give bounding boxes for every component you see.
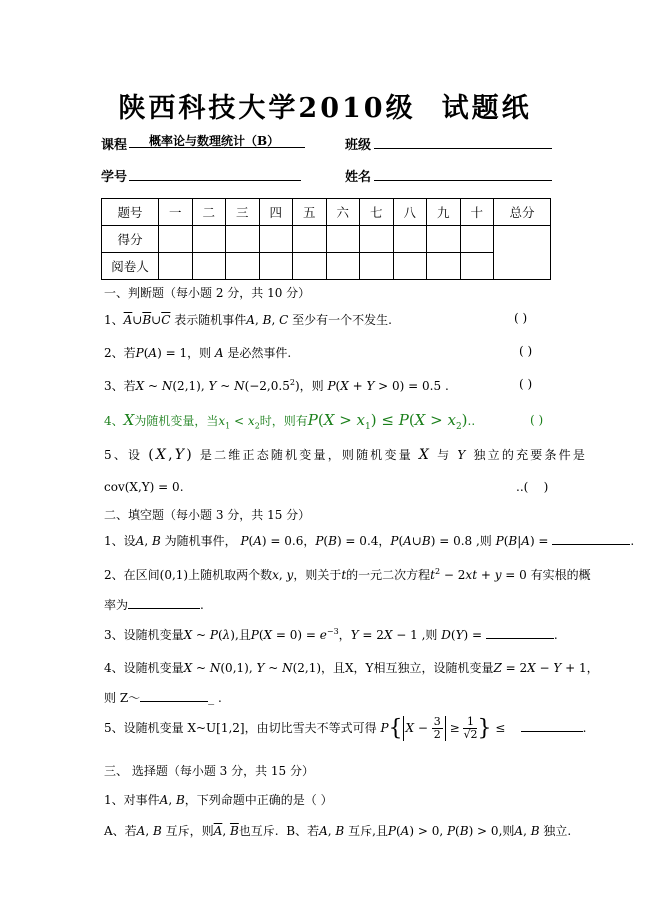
column-header: 四 [259, 199, 293, 226]
section1-q5-condition: cov(X,Y) = 0. [104, 480, 184, 494]
score-cell[interactable] [293, 226, 327, 253]
row-label: 题号 [102, 199, 159, 226]
answer-blank[interactable] [140, 689, 208, 702]
answer-blank[interactable] [521, 719, 583, 732]
answer-paren[interactable]: ( ) [514, 311, 528, 325]
student-id-label: 学号 [101, 170, 128, 185]
score-cell[interactable] [460, 226, 494, 253]
column-header: 三 [226, 199, 260, 226]
section1-q2: 2、若P(A) = 1，则 A 是必然事件. [104, 346, 292, 360]
grader-cell[interactable] [192, 253, 226, 280]
table-row [102, 199, 551, 226]
row-label: 得分 [102, 226, 159, 253]
class-field[interactable] [374, 132, 552, 149]
section2-q5: 5、设随机变量 X~U[1,2]，由切比雪夫不等式可得 P{ X − $\frac{3}{2}$ ≥ $\frac{1}{√2}$ } ≤ . [104, 715, 587, 741]
column-header: 一 [159, 199, 193, 226]
section2-q2-line2: 率为 . [104, 598, 204, 612]
section2-q4-line2: 则 Z～ _ . [104, 691, 222, 705]
score-cell[interactable] [427, 226, 461, 253]
total-header: 总分 [494, 199, 551, 226]
score-cell[interactable] [326, 226, 360, 253]
column-header: 十 [460, 199, 494, 226]
score-cell[interactable] [259, 226, 293, 253]
student-id-field[interactable] [129, 164, 301, 181]
section1-q3: 3、若X ~ N(2,1), Y ~ $N(-2,0.5^2)$，则 P(X + Y > 0) = 0.5 . [104, 378, 449, 393]
column-header: 七 [360, 199, 394, 226]
section1-q1: 1、$\overline{A}\cup\overline{B}\cup\overline{C}$ 表示随机事件A, B, C 至少有一个不发生. [104, 313, 392, 327]
answer-blank[interactable] [552, 532, 630, 545]
answer-paren[interactable]: ( ) [519, 377, 533, 391]
student-name-label: 姓名 [345, 170, 372, 185]
column-header: 六 [326, 199, 360, 226]
answer-paren[interactable]: ( ) [530, 413, 544, 427]
section1-heading: 一、判断题（每小题 2 分，共 10 分） [104, 286, 311, 300]
section1-q4: 4、X为随机变量，当$x_1 < x_2$时，则有$P(X > x_1) \le P(X > x_2)$.. [104, 411, 476, 432]
grader-cell[interactable] [326, 253, 360, 280]
section2-q3: 3、设随机变量X ~ P(λ),且$P(X = 0) = e^{-3}$，Y = 2X − 1 ,则 D(Y) = . [104, 627, 558, 642]
section2-q2: 2、在区间(0,1)上随机取两个数x, y，则关于t的一元二次方程$t^2 - 2xt + y = 0$ 有实根的概 [104, 567, 591, 582]
grader-cell[interactable] [159, 253, 193, 280]
table-row [102, 253, 551, 280]
grader-cell[interactable] [427, 253, 461, 280]
score-table [101, 198, 551, 280]
grader-cell[interactable] [460, 253, 494, 280]
section2-heading: 二、填空题（每小题 3 分，共 15 分） [104, 508, 311, 522]
option-a[interactable]: A、若A, B 互斥，则$\overline{A}$, $\overline{B}$也互斥. [104, 824, 279, 838]
column-header: 九 [427, 199, 461, 226]
score-cell[interactable] [226, 226, 260, 253]
answer-blank[interactable] [486, 626, 554, 639]
grader-cell[interactable] [293, 253, 327, 280]
answer-paren[interactable]: ( ) [519, 344, 533, 358]
section2-q1: 1、设A, B 为随机事件， P(A) = 0.6，P(B) = 0.4，P(A∪B) = 0.8 ,则 P(B|A) = . [104, 534, 635, 548]
grader-cell[interactable] [360, 253, 394, 280]
row-label: 阅卷人 [102, 253, 159, 280]
table-row [102, 226, 551, 253]
course-field[interactable]: 概率论与数理统计（B） [129, 132, 305, 148]
column-header: 八 [393, 199, 427, 226]
score-cell[interactable] [192, 226, 226, 253]
section3-q1: 1、对事件A, B，下列命题中正确的是（ ） [104, 793, 333, 807]
grader-cell[interactable] [226, 253, 260, 280]
grader-cell[interactable] [259, 253, 293, 280]
section3-q1-options [104, 822, 571, 839]
score-cell[interactable] [159, 226, 193, 253]
column-header: 五 [293, 199, 327, 226]
answer-blank[interactable] [128, 596, 200, 609]
column-header: 二 [192, 199, 226, 226]
section1-q5: 5、设 (X,Y) 是二维正态随机变量，则随机变量 X 与 Y 独立的充要条件是 [104, 447, 588, 463]
class-label: 班级 [345, 138, 372, 153]
grader-cell[interactable] [393, 253, 427, 280]
student-name-field[interactable] [374, 164, 552, 181]
score-cell[interactable] [360, 226, 394, 253]
option-b[interactable]: B、若A, B 互斥,且P(A) > 0, P(B) > 0,则A, B 独立. [286, 824, 572, 838]
total-cell[interactable] [494, 226, 551, 280]
section2-q4: 4、设随机变量X ~ N(0,1), Y ~ N(2,1)，且X，Y相互独立，设随机变量Z = 2X − Y + 1， [104, 661, 599, 675]
page-title: 陕西科技大学2010级 试题纸 [118, 93, 532, 124]
score-cell[interactable] [393, 226, 427, 253]
answer-paren[interactable]: ..( ) [516, 480, 549, 494]
section3-heading: 三、 选择题（每小题 3 分，共 15 分） [104, 764, 314, 778]
course-label: 课程 [101, 138, 128, 153]
